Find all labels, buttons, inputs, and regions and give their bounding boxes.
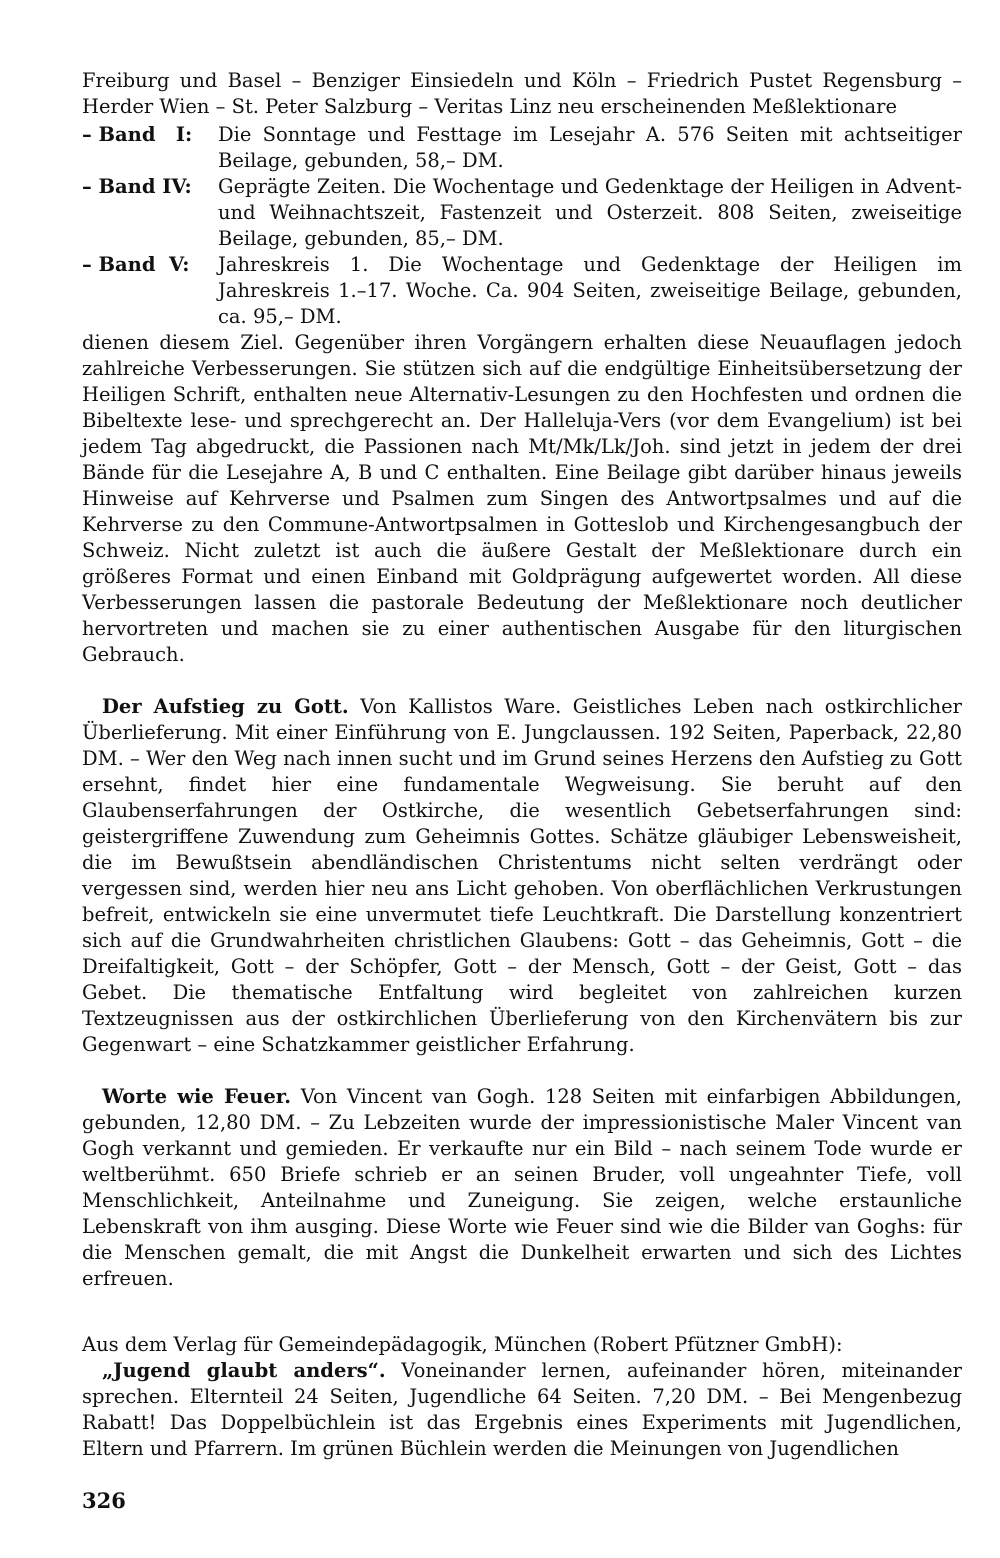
volume-description: Geprägte Zeiten. Die Wochentage und Gedenktage der Heiligen in Advent- und Weihnachtszeit, Fastenzeit und Osterzeit. 808 Seiten, zweiseitige Beilage, gebunden, 85,– DM. [218,175,962,250]
book-title: Worte wie Feuer. [102,1085,292,1108]
publisher-heading: Aus dem Verlag für Gemeindepädagogik, München (Robert Pfützner GmbH): [82,1333,843,1356]
volume-description: Die Sonntage und Festtage im Lesejahr A. 576 Seiten mit achtseitiger Beilage, gebunden, 58,– DM. [218,123,962,172]
book-title: Der Aufstieg zu Gott. [102,695,349,718]
book-title: „Jugend glaubt anders“. [102,1359,386,1382]
page-number: 326 [82,1488,126,1513]
volume-label: – Band I: [82,123,193,146]
volume-item [82,122,962,174]
volume-item [82,252,962,330]
volume-list [82,122,962,330]
book-description: Voneinander lernen, aufeinander hören, miteinander sprechen. Elternteil 24 Seiten, Jugendliche 64 Seiten. 7,20 DM. – Bei Mengenbezug Rabatt! Das Doppelbüchlein ist das Ergebnis eines Experiments mit Jugendlichen, Eltern und Pfarrern. Im grünen Büchlein werden die Meinungen von Jugendlichen [82,1359,962,1460]
body-paragraph: dienen diesem Ziel. Gegenüber ihren Vorgängern erhalten diese Neuauflagen jedoch zahlreiche Verbesserungen. Sie stützen sich auf die endgültige Einheitsübersetzung der Heiligen Schrift, enthalten neue Alternativ-Lesungen zu den Hochfesten und ordnen die Bibeltexte lese- und sprechgerecht an. Der Halleluja-Vers (vor dem Evangelium) ist bei jedem Tag abgedruckt, die Passionen nach Mt/Mk/Lk/Joh. sind jetzt in jedem der drei Bände für die Lesejahre A, B und C enthalten. Eine Beilage gibt darüber hinaus jeweils Hinweise auf Kehrverse und Psalmen zum Singen des Antwortpsalmes und auf die Kehrverse zu den Commune-Antwortpsalmen in Gotteslob und Kirchengesangbuch der Schweiz. Nicht zuletzt ist auch die äußere Gestalt der Meßlektionare durch ein größeres Format und einen Einband mit Goldprägung aufgewertet worden. All diese Verbesserungen lassen die pastorale Bedeutung der Meßlektionare noch deutlicher hervortreten und machen sie zu einer authentischen Ausgabe für den liturgischen Gebrauch. [82,331,962,666]
book-description: Von Kallistos Ware. Geistliches Leben nach ostkirchlicher Überlieferung. Mit einer Einführung von E. Jungclaussen. 192 Seiten, Paperback, 22,80 DM. – Wer den Weg nach innen sucht und im Grund seines Herzens den Aufstieg zu Gott ersehnt, findet hier eine fundamentale Wegweisung. Sie beruht auf den Glaubenserfahrungen der Ostkirche, die wesentlich Gebetserfahrungen sind: geistergriffene Zuwendung zum Geheimnis Gottes. Schätze gläubiger Lebensweisheit, die im Bewußtsein abendländischen Christentums nicht selten verdrängt oder vergessen sind, werden hier neu ans Licht gehoben. Von oberflächlichen Verkrustungen befreit, entwickeln sie eine unvermutet tiefe Leuchtkraft. Die Darstellung konzentriert sich auf die Grundwahrheiten christlichen Glaubens: Gott – das Geheimnis, Gott – die Dreifaltigkeit, Gott – der Schöpfer, Gott – der Mensch, Gott – der Geist, Gott – das Gebet. Die thematische Entfaltung wird begleitet von zahlreichen kurzen Textzeugnissen aus der ostkirchlichen Überlieferung von den Kirchenvätern bis zur Gegenwart – eine Schatzkammer geistlicher Erfahrung. [82,695,962,1056]
volume-label: – Band IV: [82,175,192,198]
book-entry-aufstieg [82,694,962,1058]
book-description: Von Vincent van Gogh. 128 Seiten mit einfarbigen Abbildungen, gebunden, 12,80 DM. – Zu Lebzeiten wurde der impressionistische Maler Vincent van Gogh verkannt und gemieden. Er verkaufte nur ein Bild – nach seinem Tode wurde er weltberühmt. 650 Briefe schrieb er an seinen Bruder, voll ungeahnter Tiefe, voll Menschlichkeit, Anteilnahme und Zuneigung. Sie zeigen, welche erstaunliche Lebenskraft von ihm ausging. Diese Worte wie Feuer sind wie die Bilder van Goghs: für die Menschen gemalt, die mit Angst die Dunkelheit erwarten und sich des Lichtes erfreuen. [82,1085,962,1290]
volume-label: – Band V: [82,253,190,276]
volume-item [82,174,962,252]
intro-paragraph: Freiburg und Basel – Benziger Einsiedeln und Köln – Friedrich Pustet Regensburg – Herder Wien – St. Peter Salzburg – Veritas Linz neu erscheinenden Meßlektionare [82,69,962,118]
book-entry-jugend [82,1358,962,1462]
document-page [82,68,962,1462]
volume-description: Jahreskreis 1. Die Wochentage und Gedenktage der Heiligen im Jahreskreis 1.–17. Woche. Ca. 904 Seiten, zweiseitige Beilage, gebunden, ca. 95,– DM. [218,253,962,328]
book-entry-worte [82,1084,962,1292]
